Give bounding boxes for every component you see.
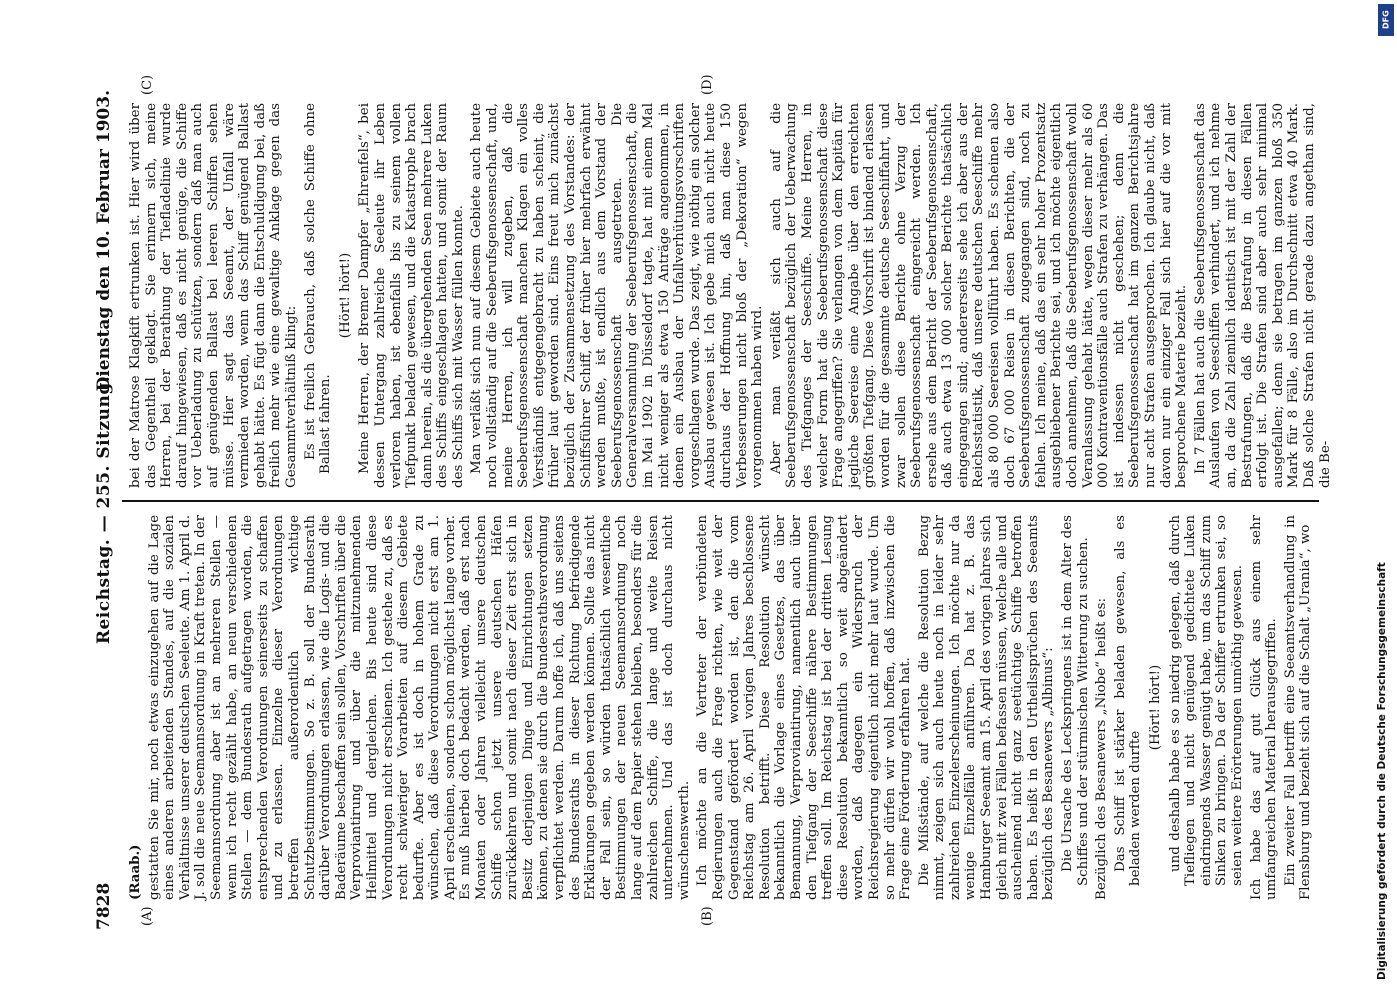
dfg-logo: DFG (1378, 4, 1394, 36)
paragraph: Die Mißstände, auf welche die Resolution Bezug nimmt, zeigen sich auch heute noch in leider sehr zahlreichen Einzelerscheinungen. Ich möchte nur da wenige Einzelfälle anführen. Da hat z. B. das Hamburger Seeamt am 15. April des vorigen Jahres sich gleich mit zwei Fällen befassen müssen, welche alle und auscheinend nicht ganz seetüchtige Schiffe betroffen haben. Es heißt in den Urtheilssprüchen des Seeamts bezüglich des Besanewers „Albinus“: (916, 515, 1057, 900)
margin-letter-a: (A) (140, 906, 155, 926)
page-header (86, 90, 120, 930)
paragraph: Bezüglich des Besanewers „Niobe“ heißt es: (1094, 598, 1110, 900)
paragraph: Ein zweiter Fall betrifft eine Seeamtsverhandlung in Flensburg und bezieht sich auf die Schalt „Urania“, wo (1282, 515, 1314, 900)
margin-letter-c: (C) (140, 74, 155, 95)
speaker-name: (Raab.) (127, 844, 143, 900)
column-divider (122, 500, 1319, 502)
margin-letter-d: (D) (700, 74, 715, 95)
interjection: (Hört! hört!) (1148, 664, 1163, 751)
quotation: Das Schiff ist stärker beladen gewesen, als es beladen werden durfte (1112, 515, 1144, 886)
page-number: 7828 (94, 882, 114, 930)
quotation: Die Ursache des Leckspringens ist in dem Alter des Schiffes und der stürmischen Witterung zu suchen. (1060, 515, 1091, 886)
paragraph: bei der Matrose Klagkift ertrunken ist. Hier wird über das Gegentheil geklagt. Sie erinnern sich, meine Herren, bei der Berathung der Tiefladelinie wurde darauf hingewiesen, daß es nicht genüge, die Schiffe vor Ueberladung zu schützen, sondern daß man auch auf genügenden Ballast bei leeren Schiffen sehen müsse. Hier sagt das Seeamt, der Unfall wäre vermieden worden, wenn das Schiff genügend Ballast gehabt hätte. Es fügt dann die Entschuldigung bei, daß freilich mehr wie eine gewaltige Anklage gegen das Gesammtverhältniß klingt: (128, 103, 299, 488)
digitization-credit: Digitalisierung gefördert durch die Deutsche Forschungsgemeinschaft (1376, 562, 1388, 980)
right-column (128, 103, 1336, 488)
left-column (128, 515, 1317, 900)
quotation: und deshalb habe es so niedrig gelegen, daß durch Tiefliegen und nicht genügend gedichtete Luken eindringends Wasser genügt habe, um das Schiff zum Sinken zu bringen. Da der Schiffer ertrunken sei, so seien weitere Erörterungen unnöthig gewesen. (1167, 515, 1245, 886)
quotation: Es ist freilich Gebrauch, daß solche Schiffe ohne Ballast fahren. (302, 103, 334, 474)
paragraph: Meine Herren, der Bremer Dampfer „Ehrenfels“, bei dessen Untergang zahlreiche Seeleute ihr Leben verloren haben, ist ebenfalls bis zu seinem vollen Tiefpunkt beladen gewesen, und die Katastrophe brach dann herein, als die übergehenden Seen mehrere Luken des Schiffs eingeschlagen hatten, und somit der Raum des Schiffs sich mit Wasser füllen konnte. (357, 103, 466, 488)
session-date: Dienstag den 10. Februar 1903. (94, 90, 114, 392)
paragraph: gestatten Sie mir, noch etwas einzugehen auf die Lage eines anderen arbeitenden Standes, auf die sozialen Verhältnisse unserer deutschen Seeleute. Am 1. April d. J. soll die neue Seemannsordnung in Kraft treten. In der Seemannsordnung aber ist an mehreren Stellen — wenn ich recht gezählt habe, an neun verschiedenen Stellen — dem Bundesrath aufgetragen worden, die entsprechenden Verordnungen seinerseits zu schaffen und zu erlassen. Einzelne dieser Verordnungen betreffen außerordentlich wichtige Schutzbestimmungen. So z. B. soll der Bundesrath darüber Verordnungen erlassen, wie die Logis- und die Baderäume beschaffen sein sollen, Vorschriften über die Verproviantirung und über die mitzunehmenden Heilmittel und dergleichen. Bis heute sind diese Verordnungen nicht erschienen. Ich gestehe zu, daß es recht schwieriger Vorarbeiten auf diesem Gebiete bedurfte. Aber es ist doch in hohem Grade zu wünschen, daß diese Verordnungen nicht erst am 1. April erscheinen, sondern schon möglichst lange vorher. Es muß hierbei doch bedacht werden, daß erst nach Monaten oder Jahren vielleicht unsere deutschen Schiffe schon jetzt unsere deutschen Häfen zurückkehren und somit nach dieser Zeit erst sich in Besitz derjenigen Dinge und Einrichtungen setzen können, zu denen sie durch die Bundesrathsverordnung verpflichtet werden. Darum hoffe ich, daß uns seitens des Bundesraths in dieser Richtung befriedigende Erklärungen gegeben werden können. Sollte das nicht der Fall sein, so würden thatsächlich wesentliche Bestimmungen der neuen Seemannsordnung noch lange auf dem Papier stehen bleiben, besonders für die zahlreichen Schiffe, die lange und weite Reisen unternehmen. Und das ist doch durchaus nicht wünschenswerth. (146, 515, 692, 900)
paragraph: Aber man verläßt sich auch auf die Seeberufsgenossenschaft bezüglich der Ueberwachung des Tiefganges der Seeschiffe. Meine Herren, in welcher Form hat die Seeberufsgenossenschaft diese Frage angegriffen? Sie verlangen von dem Kapitän für jegliche Seereise eine Angabe über den erreichten größten Tiefgang. Diese Vorschrift ist bindend erlassen worden für die gesammte deutsche Seeschiffahrt, und zwar sollen diese Berichte ohne Verzug der Seeberufsgenossenschaft eingereicht werden. Ich ersehe aus dem Bericht der Seeberufsgenossenschaft, daß auch etwa 13 000 solcher Berichte thatsächlich eingegangen sind; andererseits sehe ich aber aus der Reichsstatistik, daß unsere deutschen Seeschiffe mehr als 80 000 Seereisen vollführt haben. Es scheinen also doch 67 000 Reisen in diesen Berichten, die der Seeberufsgenossenschaft zugegangen sind, noch zu fehlen. Ich meine, daß das ein sehr hoher Prozentsatz ausgebliebener Berichte sei, und ich möchte eigentlich doch annehmen, daß die Seeberufsgenossenschaft wohl Veranlassung gehabt hätte, wegen dieser mehr als 60 000 Kontraventionsfälle auch Strafen zu verhängen. Das ist indessen nicht geschehen; denn die Seeberufsgenossenschaft hat im ganzen Berichtsjahre nur acht Strafen ausgesprochen. Ich glaube nicht, daß davon nur ein einziger Fall sich hier auf die vor mit besprochene Materie bezieht. (768, 103, 1190, 488)
paragraph: In 7 Fällen hat auch die Seeberufsgenossenschaft das Auslaufen von Seeschiffen verhindert, und ich nehme an, da die Zahl ziemlich identisch ist mit der Zahl der Bestrafungen, daß die Bestrafung in diesen Fällen erfolgt ist. Die Strafen sind aber auch sehr minimal ausgefallen; denn sie betragen im ganzen bloß 350 Mark für 8 Fälle, also im Durchschnitt etwa 40 Mark. Daß solche Strafen nicht gerade dazu angethan sind, die Be- (1192, 103, 1333, 488)
paragraph: Ich möchte an die Vertreter der verbündeten Regierungen auch die Frage richten, wie weit der Gegenstand gefördert worden ist, den die vom Reichstag am 26. April vorigen Jahres beschlossene Resolution betrifft. Diese Resolution wünscht bekanntlich die Vorlage eines Gesetzes, das über Bemannung, Verproviantirung, namentlich auch über den Tiefgang der Seeschiffe nähere Bestimmungen treffen soll. Im Reichstag ist bei der dritten Lesung diese Resolution bekanntlich so weit abgeändert worden, daß dagegen ein Widerspruch der Reichsregierung eigentlich nicht mehr laut wurde. Um so mehr dürfen wir wohl hoffen, daß inzwischen die Frage eine Förderung erfahren hat. (695, 515, 914, 900)
paragraph: Ich habe das auf gut Glück aus einem sehr umfangreichen Material herausgegriffen. (1248, 515, 1280, 900)
margin-letter-b: (B) (700, 906, 715, 926)
paragraph: Man verläßt sich nun auf diesem Gebiete auch heute noch vollständig auf die Seeberufsgenossenschaft, und, meine Herren, ich will zugeben, daß die Seeberufsgenossenschaft manchen Klagen ein volles Verständniß entgegengebracht zu haben scheint, die früher laut geworden sind. Eins freut mich zunächst bezüglich der Zusammensetzung des Vorstandes: der Schiffsführer Schiff, der früher hier mehrfach erwähnt werden mußte, ist endlich aus dem Vorstand der Seeberufsgenossenschaft ausgetreten. Die Generalversammlung der Seeberufsgenossenschaft, die im Mai 1902 in Düsseldorf tagte, hat mit einem Mal nicht weniger als etwa 150 Anträge angenommen, in denen ein Ausbau der Unfallverhütungsvorschriften vorgeschlagen wurde. Das zeigt, wie nöthig ein solcher Ausbau gewesen ist. Ich gebe mich auch nicht heute durchaus der Hoffnung hin, daß man diese 150 Verbesserungen nicht bloß der „Dekoration“ wegen vorgenommen haben wird. (469, 103, 766, 488)
session-title: Reichstag. — 255. Sitzung. (94, 375, 114, 645)
interjection: (Hört! hört!) (337, 252, 353, 339)
